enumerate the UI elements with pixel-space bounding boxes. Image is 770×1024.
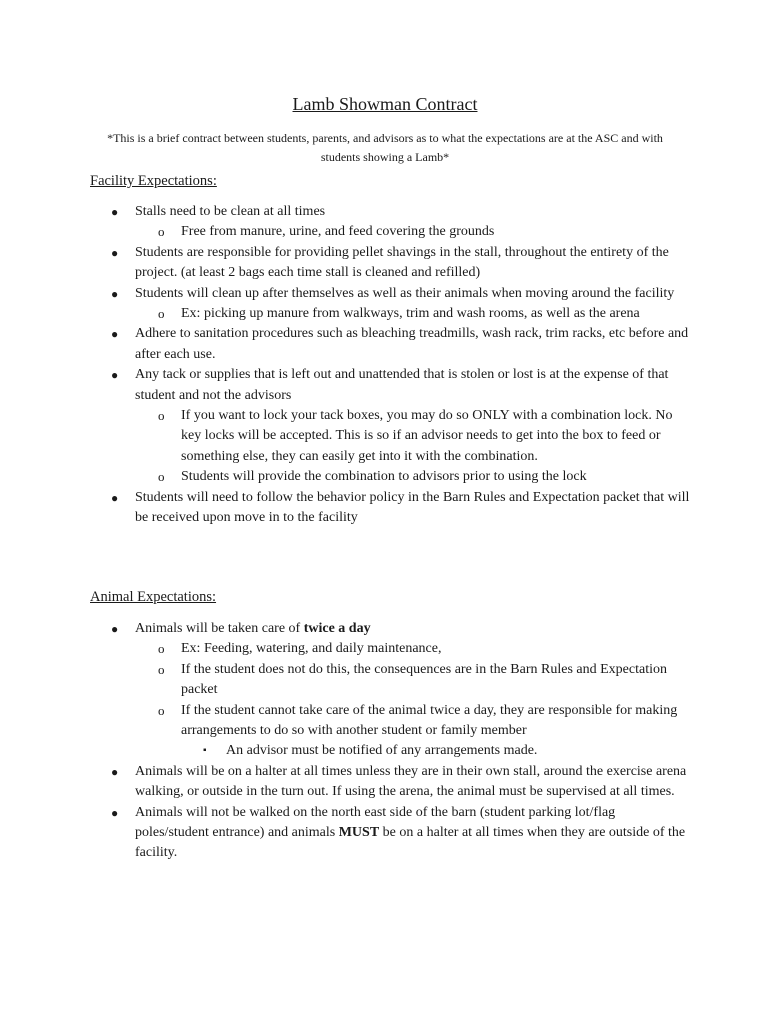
list-item: o If the student does not do this, the consequences are in the Barn Rules and Expectation packet — [158, 661, 667, 698]
facility-list — [0, 202, 770, 529]
list-item: ● Students are responsible for providing pellet shavings in the stall, throughout the entirety of the project. (at least 2 bags each time stall is cleaned and refilled) — [111, 244, 669, 281]
bullet-icon: ● — [111, 205, 119, 219]
list-item: ● Stalls need to be clean at all times — [0, 202, 770, 222]
list-item: ● Any tack or supplies that is left out and unattended that is stolen or lost is at the expense of that student and not the advisors — [111, 367, 669, 403]
sub-bullet-icon: o — [158, 306, 165, 322]
intro-paragraph: *This is a brief contract between students, parents, and advisors as to what the expectations are at the ASC and with students showing a Lamb* — [107, 131, 663, 164]
bullet-icon: ● — [111, 490, 119, 505]
bullet-icon: ● — [111, 805, 119, 820]
list-item: ▪ An advisor must be notified of any arrangements made. — [0, 741, 770, 761]
square-bullet-icon: ▪ — [203, 745, 207, 757]
bullet-icon: ● — [111, 327, 119, 342]
list-item: o Ex: picking up manure from walkways, trim and wash rooms, as well as the arena — [0, 304, 770, 324]
list-item: o If you want to lock your tack boxes, you may do so ONLY with a combination lock. No key locks will be accepted. This is so if an advisor needs to get into the box to feed or something else, they can easily get into it with the combination. — [158, 408, 673, 464]
sub-bullet-icon: o — [158, 408, 165, 424]
bullet-icon: ● — [111, 286, 119, 301]
list-item: ● Animals will be taken care of twice a day — [0, 619, 770, 639]
list-item: ● Students will need to follow the behavior policy in the Barn Rules and Expectation packet that will be received upon move in to the facility — [111, 489, 690, 526]
facility-heading: Facility Expectations: — [90, 173, 217, 189]
list-item: o Free from manure, urine, and feed covering the grounds — [0, 222, 770, 242]
list-item: ● Students will clean up after themselves as well as their animals when moving around the facility — [0, 284, 770, 304]
animal-list — [0, 619, 770, 864]
bullet-icon: ● — [111, 764, 119, 779]
list-item: ● Adhere to sanitation procedures such as bleaching treadmills, wash rack, trim racks, etc before and after each use. — [111, 326, 689, 362]
list-item: o Ex: Feeding, watering, and daily maintenance, — [0, 639, 770, 659]
list-item: o If the student cannot take care of the animal twice a day, they are responsible for making arrangements to do so with another student or family member — [158, 702, 678, 739]
sub-bullet-icon: o — [158, 224, 165, 240]
list-item: o Students will provide the combination to advisors prior to using the lock — [0, 467, 770, 487]
bullet-icon: ● — [111, 368, 119, 383]
bullet-icon: ● — [111, 622, 119, 636]
sub-bullet-icon: o — [158, 661, 165, 677]
sub-bullet-icon: o — [158, 641, 165, 657]
list-item: ● Animals will not be walked on the north east side of the barn (student parking lot/flag poles/student entrance) and animals MUST be on a halter at all times when they are outside of the facility. — [111, 804, 686, 861]
bullet-icon: ● — [111, 245, 119, 260]
list-item: ● Animals will be on a halter at all times unless they are in their own stall, around the exercise arena walking, or outside in the turn out. If using the arena, the animal must be supervised at all times. — [111, 763, 687, 800]
animal-heading: Animal Expectations: — [90, 589, 217, 605]
sub-bullet-icon: o — [158, 469, 165, 485]
sub-bullet-icon: o — [158, 702, 165, 718]
page-title: Lamb Showman Contract — [292, 94, 478, 114]
